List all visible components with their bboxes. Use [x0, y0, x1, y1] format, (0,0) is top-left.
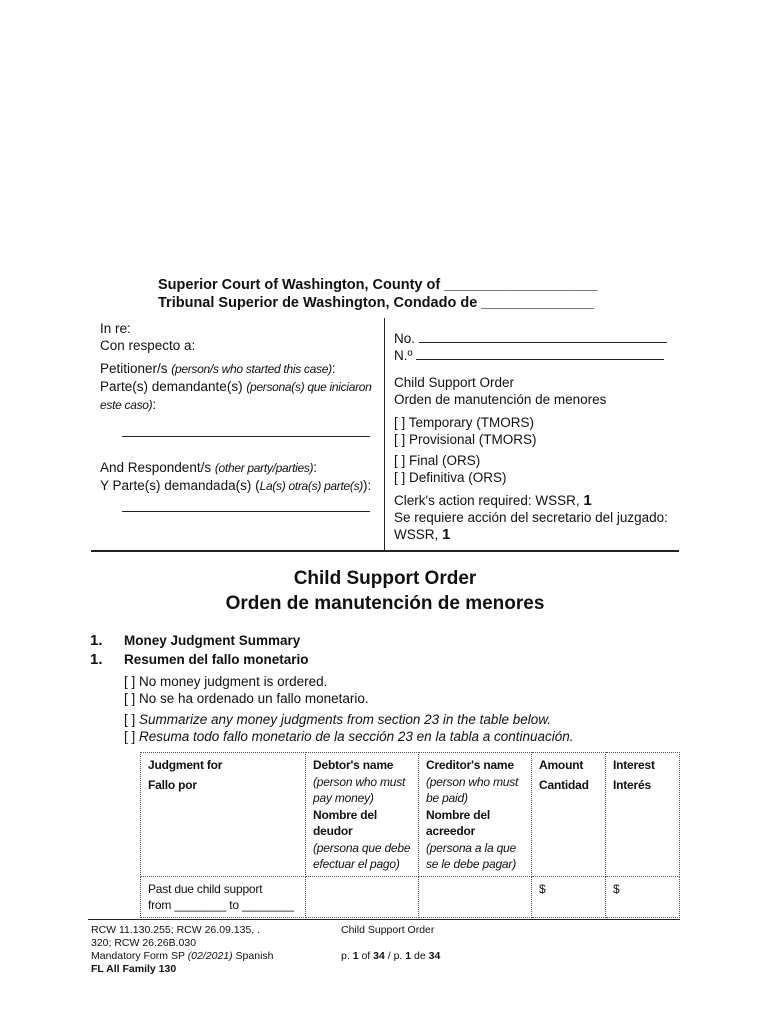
footer-form-info: Mandatory Form SP (02/2021) Spanish	[91, 950, 274, 962]
header-amount: Amount Cantidad	[532, 753, 606, 877]
section-1-number-es: 1.	[90, 651, 103, 668]
petitioner-name-line[interactable]	[122, 436, 370, 437]
row-interest-cell[interactable]: $	[606, 876, 680, 917]
court-line-es: Tribunal Superior de Washington, Condado de ______________	[158, 295, 595, 311]
header-judgment-for: Judgment for Fallo por	[141, 753, 306, 877]
case-number-es-line[interactable]	[416, 347, 664, 360]
clerk-action-en: Clerk's action required: WSSR, 1	[394, 492, 592, 509]
respondent-label: And Respondent/s (other party/parties):	[100, 460, 318, 475]
option-summarize-en[interactable]: [ ] Summarize any money judgments from section 23 in the table below.	[124, 712, 551, 727]
option-no-judgment-es[interactable]: [ ] No se ha ordenado un fallo monetario.	[124, 691, 369, 706]
option-no-judgment-en[interactable]: [ ] No money judgment is ordered.	[124, 674, 328, 689]
footer-center-title: Child Support Order	[341, 924, 435, 936]
header-interest: Interest Interés	[606, 753, 680, 877]
con-respecto-label: Con respecto a:	[100, 338, 196, 353]
footer-form-code: FL All Family 130	[91, 963, 177, 975]
section-1-heading-es: Resumen del fallo monetario	[124, 652, 309, 667]
row-creditor-cell[interactable]	[419, 876, 532, 917]
header-debtor: Debtor's name (person who must pay money) Nombre del deudor (persona que debe efectuar el pago)	[306, 753, 419, 877]
section-1-number-en: 1.	[90, 632, 103, 649]
parte-demandada-label: Y Parte(s) demandada(s) (La(s) otra(s) parte(s)):	[100, 478, 372, 493]
row-debtor-cell[interactable]	[306, 876, 419, 917]
footer-rcw-1: RCW 11.130.255; RCW 26.09.135, .	[91, 924, 261, 936]
table-row	[141, 876, 680, 917]
parte-demandante-label: Parte(s) demandante(s) (persona(s) que iniciaron este caso):	[100, 379, 372, 412]
court-line-en: Superior Court of Washington, County of ___________________	[158, 277, 598, 293]
footer-divider	[88, 919, 680, 920]
option-summarize-es[interactable]: [ ] Resuma todo fallo monetario de la sección 23 en la tabla a continuación.	[124, 729, 574, 744]
section-1-heading-en: Money Judgment Summary	[124, 633, 301, 648]
main-title-en: Child Support Order	[293, 568, 477, 589]
option-temporary[interactable]: [ ] Temporary (TMORS)	[394, 415, 535, 430]
respondent-name-line[interactable]	[122, 511, 370, 512]
footer-left	[91, 924, 274, 976]
option-definitiva[interactable]: [ ] Definitiva (ORS)	[394, 470, 507, 485]
case-number-line[interactable]	[419, 330, 667, 343]
case-number: No.	[394, 330, 674, 347]
court-header	[158, 276, 597, 312]
row-judgment-for: Past due child support from ________ to ________	[141, 876, 306, 917]
petitioner-label: Petitioner/s (person/s who started this case):	[100, 361, 336, 376]
header-creditor: Creditor's name (person who must be paid) Nombre del acreedor (persona a la que se le debe pagar)	[419, 753, 532, 877]
caption-divider	[384, 318, 385, 551]
case-number-es: N.º	[394, 347, 674, 364]
footer-rcw-2: 320; RCW 26.26B.030	[91, 937, 197, 949]
table-header-row	[141, 753, 680, 877]
judgment-summary-table	[140, 752, 680, 918]
option-provisional[interactable]: [ ] Provisional (TMORS)	[394, 432, 537, 447]
caption-case-info	[394, 330, 674, 543]
row-amount-cell[interactable]: $	[532, 876, 606, 917]
in-re-label: In re:	[100, 321, 131, 336]
footer-page-number: p. 1 of 34 / p. 1 de 34	[341, 950, 441, 962]
doc-title-en: Child Support Order	[394, 375, 515, 390]
main-title-es: Orden de manutención de menores	[225, 593, 545, 614]
caption-parties	[100, 320, 380, 526]
doc-title-es: Orden de manutención de menores	[394, 392, 607, 407]
option-final[interactable]: [ ] Final (ORS)	[394, 453, 481, 468]
clerk-action-es: Se requiere acción del secretario del juzgado: WSSR, 1	[394, 510, 668, 543]
